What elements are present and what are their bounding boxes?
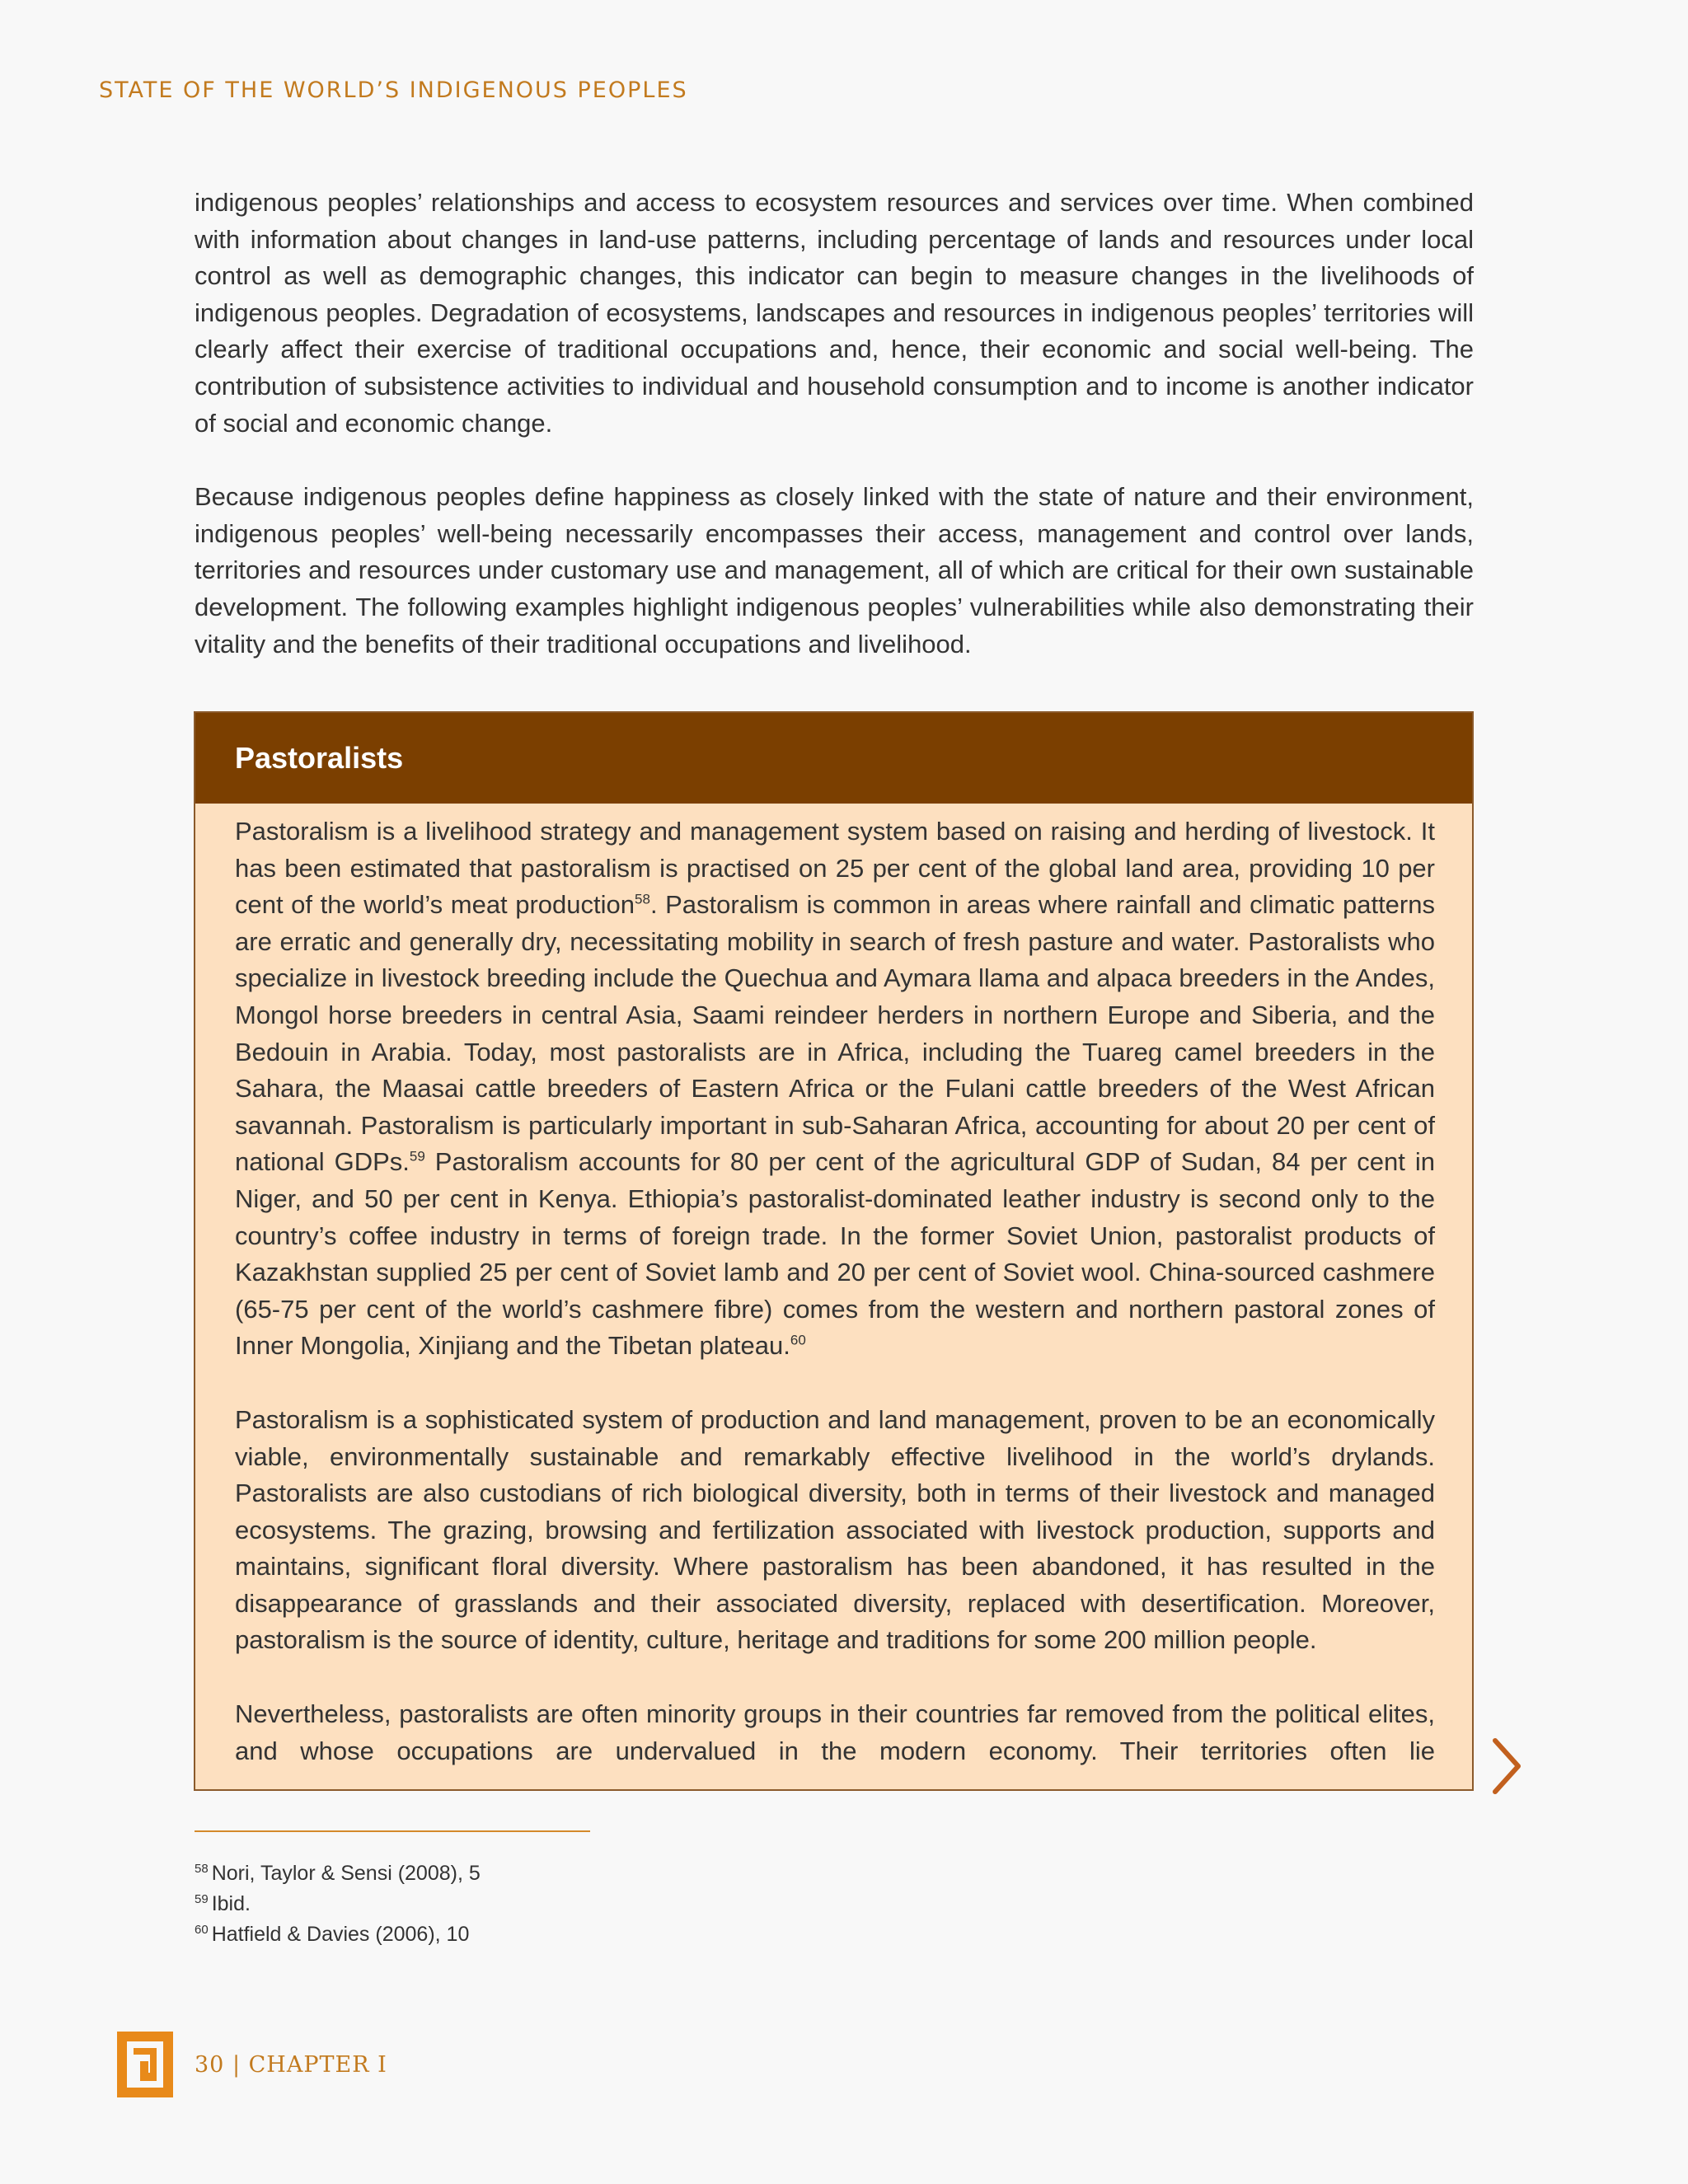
page-footer: 30 | CHAPTER I xyxy=(195,2052,387,2078)
box-header xyxy=(195,713,1472,804)
footnotes xyxy=(195,1858,481,1950)
footnote-number: 58 xyxy=(195,1861,209,1876)
main-text xyxy=(195,185,1474,700)
footnote xyxy=(195,1858,481,1889)
footnote-number: 60 xyxy=(195,1922,209,1937)
spiral-logo-icon xyxy=(117,2032,173,2097)
footnote xyxy=(195,1919,481,1950)
running-title: STATE OF THE WORLD’S INDIGENOUS PEOPLES xyxy=(99,77,688,103)
paragraph: indigenous peoples’ relationships and access to ecosystem resources and services over time. When combined with information about changes in land-use patterns, including percentage of lands and resources under local control as well as demographic changes, this indicator can begin to measure changes in the livelihoods of indigenous peoples. Degradation of ecosystems, landscapes and resources in indigenous peoples’ territories will clearly affect their exercise of traditional occupations and, hence, their economic and social well-being. The contribution of subsistence activities to individual and household consumption and to income is another indicator of social and economic change. xyxy=(195,188,1474,438)
footnote-divider xyxy=(195,1830,590,1832)
text-run: Pastoralism accounts for 80 per cent of the agricultural GDP of Sudan, 84 per cent in Niger, and 50 per cent in Kenya. Ethiopia’s pastoralist-dominated leather industry is second only to the country’s coffee industry in terms of foreign trade. In the former Soviet Union, pastoralist products of Kazakhstan supplied 25 per cent of Soviet lamb and 20 per cent of Soviet wool. China-sourced cashmere (65-75 per cent of the world’s cashmere fibre) comes from the western and northern pastoral zones of Inner Mongolia, Xinjiang and the Tibetan plateau. xyxy=(235,1147,1435,1361)
footnote-text: Ibid. xyxy=(211,1892,251,1915)
footnote-text: Nori, Taylor & Sensi (2008), 5 xyxy=(211,1862,481,1885)
box-paragraph: Pastoralism is a sophisticated system of production and land management, proven to be an economically viable, environmentally sustainable and remarkably effective livelihood in the world’s drylands. Pastoralists are also custodians of rich biological diversity, both in terms of their livestock and managed ecosystems. The grazing, browsing and fertilization associated with livestock production, supports and maintains, significant floral diversity. Where pastoralism has been abandoned, it has resulted in the disappearance of grasslands and their associated diversity, replaced with desertification. Moreover, pastoralism is the source of identity, culture, heritage and traditions for some 200 million people. xyxy=(235,1404,1435,1655)
footnote-ref[interactable]: 60 xyxy=(790,1332,806,1348)
footnote-number: 59 xyxy=(195,1891,209,1906)
chevron-right-icon[interactable] xyxy=(1490,1737,1523,1795)
text-run: . Pastoralism is common in areas where rainfall and climatic patterns are erratic and generally dry, necessitating mobility in search of fresh pasture and water. Pastoralists who specialize in livestock breeding include the Quechua and Aymara llama and alpaca breeders in the Andes, Mongol horse breeders in central Asia, Saami reindeer herders in northern Europe and Siberia, and the Bedouin in Arabia. Today, most pastoralists are in Africa, including the Tuareg camel breeders in the Sahara, the Maasai cattle breeders of Eastern Africa or the Fulani cattle breeders of the West African savannah. Pastoralism is particularly important in sub-Saharan Africa, accounting for about 20 per cent of national GDPs. xyxy=(235,890,1435,1177)
text-run: Pastoralism is a livelihood strategy and management system based on raising and herding of livestock. It has been estimated that pastoralism is practised on 25 per cent of the global land area, providing 10 per cent of the world’s meat production xyxy=(235,817,1435,920)
box-paragraph xyxy=(235,813,1435,1365)
box-title: Pastoralists xyxy=(235,741,404,775)
box-body xyxy=(195,804,1472,1769)
footnote xyxy=(195,1889,481,1919)
footnote-text: Hatfield & Davies (2006), 10 xyxy=(211,1923,470,1946)
box-paragraph: Nevertheless, pastoralists are often minority groups in their countries far removed from the political elites, and whose occupations are undervalued in the modern economy. Their territories often lie xyxy=(235,1699,1435,1765)
paragraph: Because indigenous peoples define happiness as closely linked with the state of nature and their environment, indigenous peoples’ well-being necessarily encompasses their access, management and control over lands, territories and resources under customary use and management, all of which are critical for their own sustainable development. The following examples highlight indigenous peoples’ vulnerabilities while also demonstrating their vitality and the benefits of their traditional occupations and livelihood. xyxy=(195,482,1474,658)
pastoralists-box xyxy=(194,711,1474,1791)
footnote-ref[interactable]: 58 xyxy=(635,891,650,907)
footnote-ref[interactable]: 59 xyxy=(409,1149,425,1165)
